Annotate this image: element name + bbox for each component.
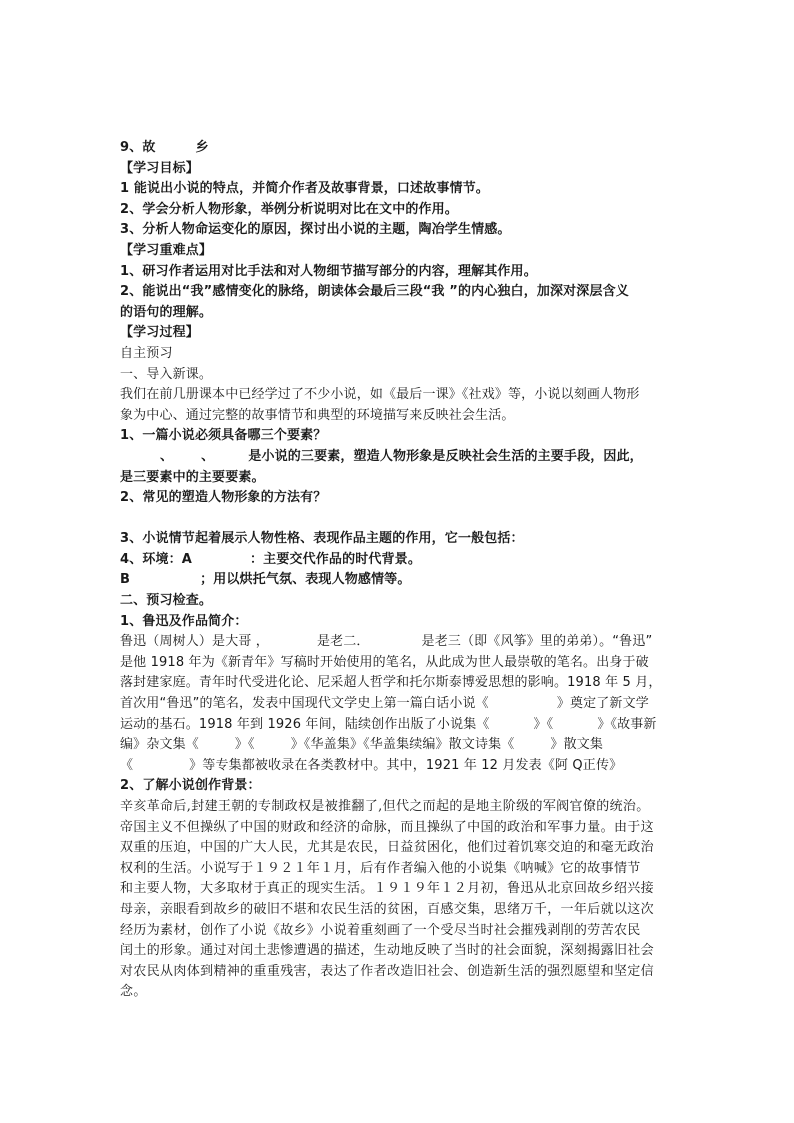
self-study-label: 自主预习 [120, 345, 173, 361]
bio-line-part: 编》杂文集《 [120, 737, 199, 753]
bio-line-part: 是老三（即《风筝》里的弟弟）。“鲁迅” [421, 634, 653, 650]
question-three: 3、小说情节起着展示人物性格、表现作品主题的作用，它一般包括： [120, 531, 524, 547]
blank-separator: 、 [160, 448, 174, 464]
bio-line [120, 756, 680, 777]
goal-item: 1 能说出小说的特点，并简介作者及故事背景，口述故事情节。 [120, 181, 489, 197]
bio-line-part: 》奠定了新文学 [556, 696, 649, 712]
question-one-answer-text: 是小说的三要素，塑造人物形象是反映社会生活的主要手段，因此， [248, 448, 643, 464]
bio-line-part: 运动的基石。1918 年到 1926 年间，陆续创作出版了小说集《 [120, 716, 490, 732]
bio-line [120, 715, 680, 736]
worksheet-document [120, 138, 680, 1003]
bio-line [120, 632, 680, 653]
background-line: 经历为素材，创作了小说《故乡》小说着重刻画了一个受尽当时社会摧残剥削的劳苦农民 [120, 922, 641, 938]
bio-line-part: 》等专集都被收录在各类教材中。其中，1921 年 12 月发表《阿 Q正传》 [189, 757, 623, 773]
lesson-title-second-char: 乡 [195, 140, 209, 155]
section-heading-goals: 【学习目标】 [120, 160, 199, 176]
question-one-answer-line [120, 447, 680, 468]
environment-b-label: B [120, 572, 131, 588]
bio-line-part: 》《华盖集》《华盖集续编》散文诗集《 [290, 737, 515, 753]
background-line: 闰土的形象。通过对闰土悲惨遭遇的描述，生动地反映了当时的社会面貌，深刻揭露旧社会 [120, 943, 655, 959]
background-line: 对农民从肉体到精神的重重残害，表达了作者改造旧社会、创造新生活的强烈愿望和坚定信 [120, 963, 655, 979]
section-heading-key-points: 【学习重难点】 [120, 242, 213, 258]
background-line: 母亲，亲眼看到故乡的破旧不堪和农民生活的贫困，百感交集，思绪万千，一年后就以这次 [120, 901, 655, 917]
section-two-title: 二、预习检查。 [120, 593, 213, 609]
question-two: 2、常见的塑造人物形象的方法有？ [120, 490, 327, 506]
bio-line-part: 《 [120, 757, 134, 773]
key-point-item: 2、能说出“我”感情变化的脉络，朗读体会最后三段“我 ”的内心独白，加深对深层含义 [120, 284, 629, 300]
blank-separator: 、 [201, 448, 215, 464]
bio-line: 是他 1918 年为《新青年》写稿时开始使用的笔名，从此成为世人最崇敬的笔名。出身于破 [120, 654, 649, 670]
background-paragraph [120, 797, 680, 1003]
bio-line-part: 》《 [533, 716, 554, 732]
bio-line-part: 》《 [234, 737, 255, 753]
lesson-title [120, 138, 680, 159]
background-line: 权利的生活。小说写于１９２１年１月，后有作者编入他的小说集《呐喊》它的故事情节 [120, 860, 641, 876]
bio-line: 落封建家庭。青年时代受进化论、尼采超人哲学和托尔斯泰博爱思想的影响。1918 年 5 月， [120, 675, 662, 691]
environment-a-text: ：主要交代作品的时代背景。 [250, 551, 421, 567]
background-line: 帝国主义不但操纵了中国的财政和经济的命脉，而且操纵了中国的政治和军事力量。由于这 [120, 819, 655, 835]
goal-item: 2、学会分析人物形象，举例分析说明对比在文中的作用。 [120, 201, 458, 217]
subsection-background: 2、了解小说创作背景： [120, 778, 261, 794]
background-line: 和主要人物，大多取材于真正的现实生活。１９１９年１２月初，鲁迅从北京回故乡绍兴接 [120, 881, 655, 897]
intro-paragraph-line: 象为中心、通过完整的故事情节和典型的环境描写来反映社会生活。 [120, 407, 515, 423]
intro-paragraph-line: 我们在前几册课本中已经学过了不少小说，如《最后一课》《社戏》等，小说以刻画人物形 [120, 387, 640, 403]
bio-line-part: 鲁迅（周树人）是大哥 ， [120, 634, 269, 650]
key-point-item: 1、研习作者运用对比手法和对人物细节描写部分的内容，理解其作用。 [120, 263, 537, 279]
background-line: 念。 [120, 984, 147, 1000]
environment-b-text: ；用以烘托气氛、表现人物感情等。 [200, 572, 411, 588]
lesson-title-number: 9、故 [120, 140, 156, 155]
question-four-b [120, 570, 680, 591]
background-line: 辛亥革命后,封建王朝的专制政权是被推翻了,但代之而起的是地主阶级的军阀官僚的统治。 [120, 799, 650, 814]
environment-a-label: 4、环境：A [120, 551, 193, 567]
bio-line-part: 》《故事新 [597, 716, 657, 732]
bio-line-part: 》散文集 [550, 737, 604, 753]
goal-item: 3、分析人物命运变化的原因，探讨出小说的主题，陶冶学生情感。 [120, 222, 511, 238]
bio-line-part: 是老二． [316, 634, 370, 650]
background-line: 双重的压迫，中国的广大人民，尤其是农民，日益贫困化，他们过着饥寒交迫的和毫无政治 [120, 840, 655, 856]
key-point-item: 的语句的理解。 [120, 304, 213, 320]
question-one: 1、一篇小说必须具备哪三个要素？ [120, 428, 327, 444]
bio-line [120, 735, 680, 756]
answer-space [120, 509, 680, 530]
subsection-author-intro: 1、鲁迅及作品简介： [120, 613, 248, 629]
question-four-a [120, 550, 680, 571]
question-one-answer-line-2: 是三要素中的主要要素。 [120, 469, 265, 485]
section-one-title: 一、导入新课。 [120, 366, 213, 382]
section-heading-process: 【学习过程】 [120, 325, 199, 341]
bio-line [120, 694, 680, 715]
bio-line-part: 首次用“鲁迅”的笔名，发表中国现代文学史上第一篇白话小说《 [120, 696, 489, 712]
